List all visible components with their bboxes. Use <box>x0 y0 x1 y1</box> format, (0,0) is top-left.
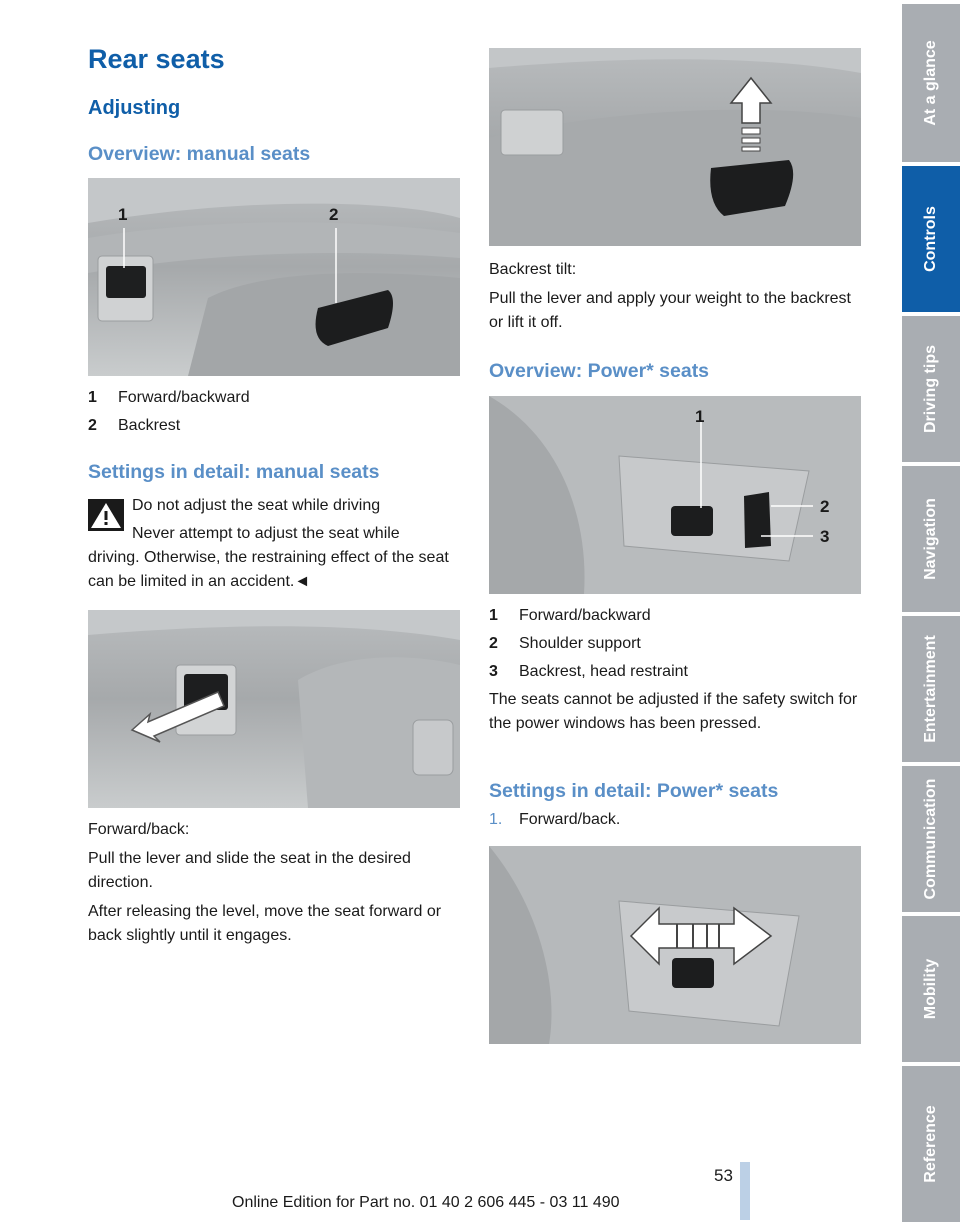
tab-at-a-glance[interactable]: At a glance <box>902 0 960 162</box>
img1-label-1: 1 <box>118 205 128 224</box>
tab-mobility[interactable]: Mobility <box>902 912 960 1062</box>
power-seat-overview-image <box>489 396 861 594</box>
page-number: 53 <box>714 1166 733 1185</box>
paragraph: After releasing the level, move the seat forward or back slightly until it engages. <box>88 903 442 944</box>
manual-seat-forward-back-image <box>88 610 460 808</box>
chapter-sidebar <box>902 0 960 1222</box>
legend-row: 2 Shoulder support <box>489 635 641 652</box>
warning-title: Do not adjust the seat while driving <box>132 497 381 514</box>
backrest-tilt-text <box>489 258 861 340</box>
manual-seat-forward-back-text <box>88 818 460 953</box>
legend-row: 3 Backrest, head restraint <box>489 663 688 680</box>
caption-forward-back: Forward/back: <box>88 821 190 838</box>
img-label-3: 3 <box>820 527 830 546</box>
power-seat-legend <box>489 602 688 686</box>
step-list <box>489 806 620 834</box>
list-item: 1. Forward/back. <box>489 811 621 828</box>
power-seat-forward-back-image <box>489 846 861 1044</box>
section-overview-power-seats: Overview: Power* seats <box>489 360 710 382</box>
section-overview-manual-seats: Overview: manual seats <box>88 143 311 165</box>
legend-row: 1 Forward/backward <box>489 607 651 624</box>
page-title: Rear seats <box>88 44 225 74</box>
warning-text-first: Never attempt to adjust the seat while <box>132 525 400 542</box>
manual-seat-legend <box>88 384 250 440</box>
paragraph: The seats cannot be adjusted if the safety switch for the power windows has been pressed. <box>489 691 858 732</box>
legend-row: 2 Backrest <box>88 417 181 434</box>
power-seat-note <box>489 688 861 741</box>
backrest-tilt-image <box>489 48 861 246</box>
page-footer: Online Edition for Part no. 01 40 2 606 445 - 03 11 490 <box>232 1194 620 1211</box>
manual-seat-overview-image <box>88 178 460 376</box>
tab-navigation[interactable]: Navigation <box>902 462 960 612</box>
tab-communication[interactable]: Communication <box>902 762 960 912</box>
img1-label-2: 2 <box>329 205 339 224</box>
img-label-2: 2 <box>820 497 830 516</box>
section-settings-power-seats: Settings in detail: Power* seats <box>489 780 779 802</box>
page-subtitle: Adjusting <box>88 97 181 119</box>
img-label-1: 1 <box>695 407 705 426</box>
paragraph: Pull the lever and apply your weight to the backrest or lift it off. <box>489 290 851 331</box>
tab-driving-tips[interactable]: Driving tips <box>902 312 960 462</box>
warning-text-rest: driving. Otherwise, the restraining effect of the seat can be limited in an accident.◄ <box>88 549 449 590</box>
caption-backrest-tilt: Backrest tilt: <box>489 261 577 278</box>
tab-controls[interactable]: Controls <box>902 162 960 312</box>
page-marker <box>740 1162 750 1220</box>
warning-block <box>88 494 460 594</box>
tab-entertainment[interactable]: Entertainment <box>902 612 960 762</box>
tab-reference[interactable]: Reference <box>902 1062 960 1222</box>
warning-icon <box>88 499 124 531</box>
section-settings-manual-seats: Settings in detail: manual seats <box>88 461 380 483</box>
paragraph: Pull the lever and slide the seat in the desired direction. <box>88 850 411 891</box>
legend-row: 1 Forward/backward <box>88 389 250 406</box>
